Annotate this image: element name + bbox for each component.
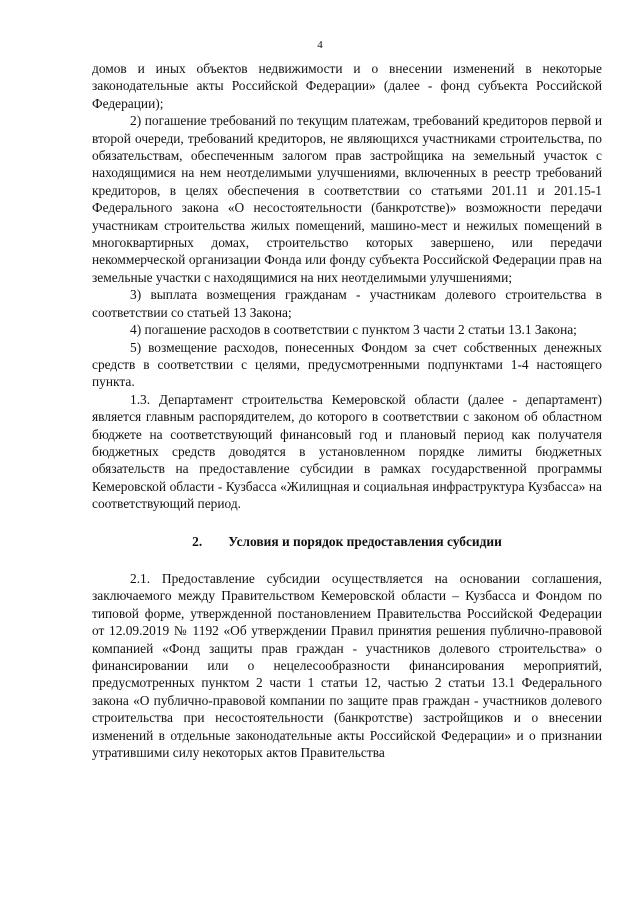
section-title: Условия и порядок предоставления субсидии xyxy=(228,533,502,549)
paragraph-fund-definition: домов и иных объектов недвижимости и о внесении изменений в некоторые законодательные акты Российской Федерации» (далее - фонд субъекта Российской Федерации); xyxy=(92,61,602,111)
page-number: 4 xyxy=(317,39,323,51)
section-number: 2. xyxy=(192,533,203,549)
paragraph-item-2: 2) погашение требований по текущим платежам, требований кредиторов первой и второй очереди, требований кредиторов, не являющихся участниками строительства, по обязательствам, обеспеченным залогом прав застройщика на земельный участок с находящимися на нем неотделимыми улучшениями, включенных в реестр требований кредиторов, в целях обеспечения в соответствии со статьями 201.11 и 201.15-1 Федерального закона «О несостоятельности (банкротстве)» возможности передачи участникам строительства жилых помещений, машино-мест и нежилых помещений в многоквартирных домах, строительство которых завершено, или передачи некоммерческой организации Фонда или фонду субъекта Российской Федерации прав на земельные участки с находящимися на них неотделимыми улучшениями; xyxy=(92,113,602,285)
paragraph-item-3: 3) выплата возмещения гражданам - участникам долевого строительства в соответствии со статьей 13 Закона; xyxy=(92,287,602,320)
section-heading xyxy=(92,533,602,550)
paragraph-item-4: 4) погашение расходов в соответствии с пунктом 3 части 2 статьи 13.1 Закона; xyxy=(130,322,577,338)
paragraph-1-3: 1.3. Департамент строительства Кемеровской области (далее - департамент) является главным распорядителем, до которого в соответствии с законом об областном бюджете на соответствующий финансовый год и плановый период как получателя бюджетных средств доводятся в установленном порядке лимиты бюджетных обязательств на предоставление субсидии в рамках государственной программы Кемеровской области - Кузбасса «Жилищная и социальная инфраструктура Кузбасса» на соответствующий период. xyxy=(92,391,602,512)
paragraph-2-1: 2.1. Предоставление субсидии осуществляется на основании соглашения, заключаемого между Правительством Кемеровской области – Кузбасса и Фондом по типовой форме, утвержденной постановлением Правительства Российской Федерации от 12.09.2019 № 1192 «Об утверждении Правил принятия решения публично-правовой компанией «Фонд защиты прав граждан - участников долевого строительства» о финансировании или о нецелесообразности финансирования мероприятий, предусмотренных пунктом 2 части 1 статьи 12, частью 2 статьи 13.1 Федерального закона «О публично-правовой компании по защите прав граждан - участников долевого строительства при несостоятельности (банкротстве) застройщиков и о внесении изменений в отдельные законодательные акты Российской Федерации» и о признании утратившими силу некоторых актов Правительства xyxy=(92,570,602,761)
paragraph-item-5: 5) возмещение расходов, понесенных Фондом за счет собственных денежных средств в соответствии с целями, предусмотренными подпунктами 1-4 настоящего пункта. xyxy=(92,339,602,390)
document-body xyxy=(92,60,602,761)
